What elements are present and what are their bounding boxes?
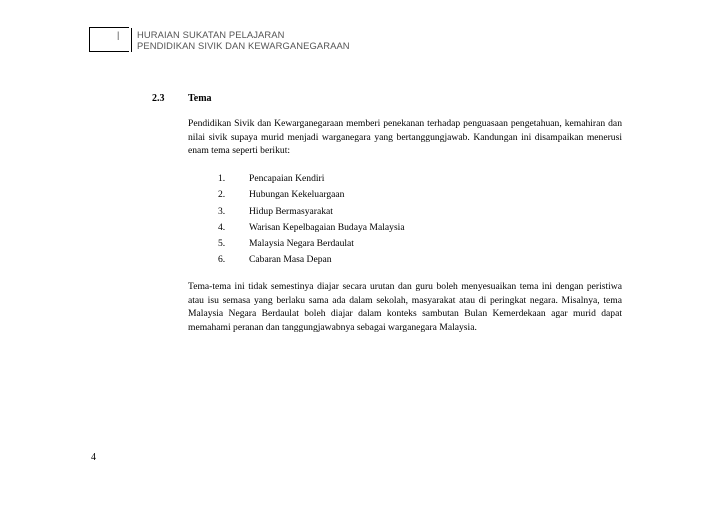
list-item-number: 1.	[218, 173, 226, 184]
list-item-label: Hubungan Kekeluargaan	[249, 189, 345, 201]
intro-paragraph: Pendidikan Sivik dan Kewarganegaraan memberi penekanan terhadap penguasaan pengetahuan, kemahiran dan nilai sivik supaya murid menjadi warganegara yang bertanggungjawab. Kandungan ini disampaikan menerusi enam tema seperti berikut:	[188, 118, 622, 156]
header-line-1: HURAIAN SUKATAN PELAJARAN	[137, 29, 285, 40]
page-number: 4	[91, 452, 96, 463]
list-item-label: Hidup Bermasyarakat	[249, 205, 333, 217]
header-divider	[131, 28, 132, 52]
list-item-label: Malaysia Negara Berdaulat	[249, 238, 354, 250]
list-item-number: 2.	[218, 189, 226, 201]
list-item-number: 6.	[218, 254, 226, 266]
list-item-number: 4.	[218, 221, 226, 233]
section-number: 2.3	[152, 93, 165, 104]
list-item-label: Warisan Kepelbagaian Budaya Malaysia	[249, 221, 405, 233]
list-item-number: 3.	[218, 205, 226, 217]
list-item-label: Pencapaian Kendiri	[249, 173, 325, 184]
list-item-label: Cabaran Masa Depan	[249, 254, 332, 266]
header-mark: |	[117, 30, 120, 40]
running-header	[137, 29, 350, 51]
closing-paragraph: Tema-tema ini tidak semestinya diajar secara urutan dan guru boleh menyesuaikan tema ini dengan peristiwa atau isu semasa yang berlaku sama ada dalam sekolah, masyarakat atau di peringkat negara. Misalnya, tema Malaysia Negara Berdaulat boleh diajar dalam konteks sambutan Bulan Kemerdekaan agar murid dapat memahami peranan dan tanggungjawabnya sebagai warganegara Malaysia.	[188, 281, 622, 333]
list-item-number: 5.	[218, 238, 226, 250]
section-title: Tema	[188, 93, 212, 104]
header-line-2: PENDIDIKAN SIVIK DAN KEWARGANEGARAAN	[137, 40, 350, 51]
